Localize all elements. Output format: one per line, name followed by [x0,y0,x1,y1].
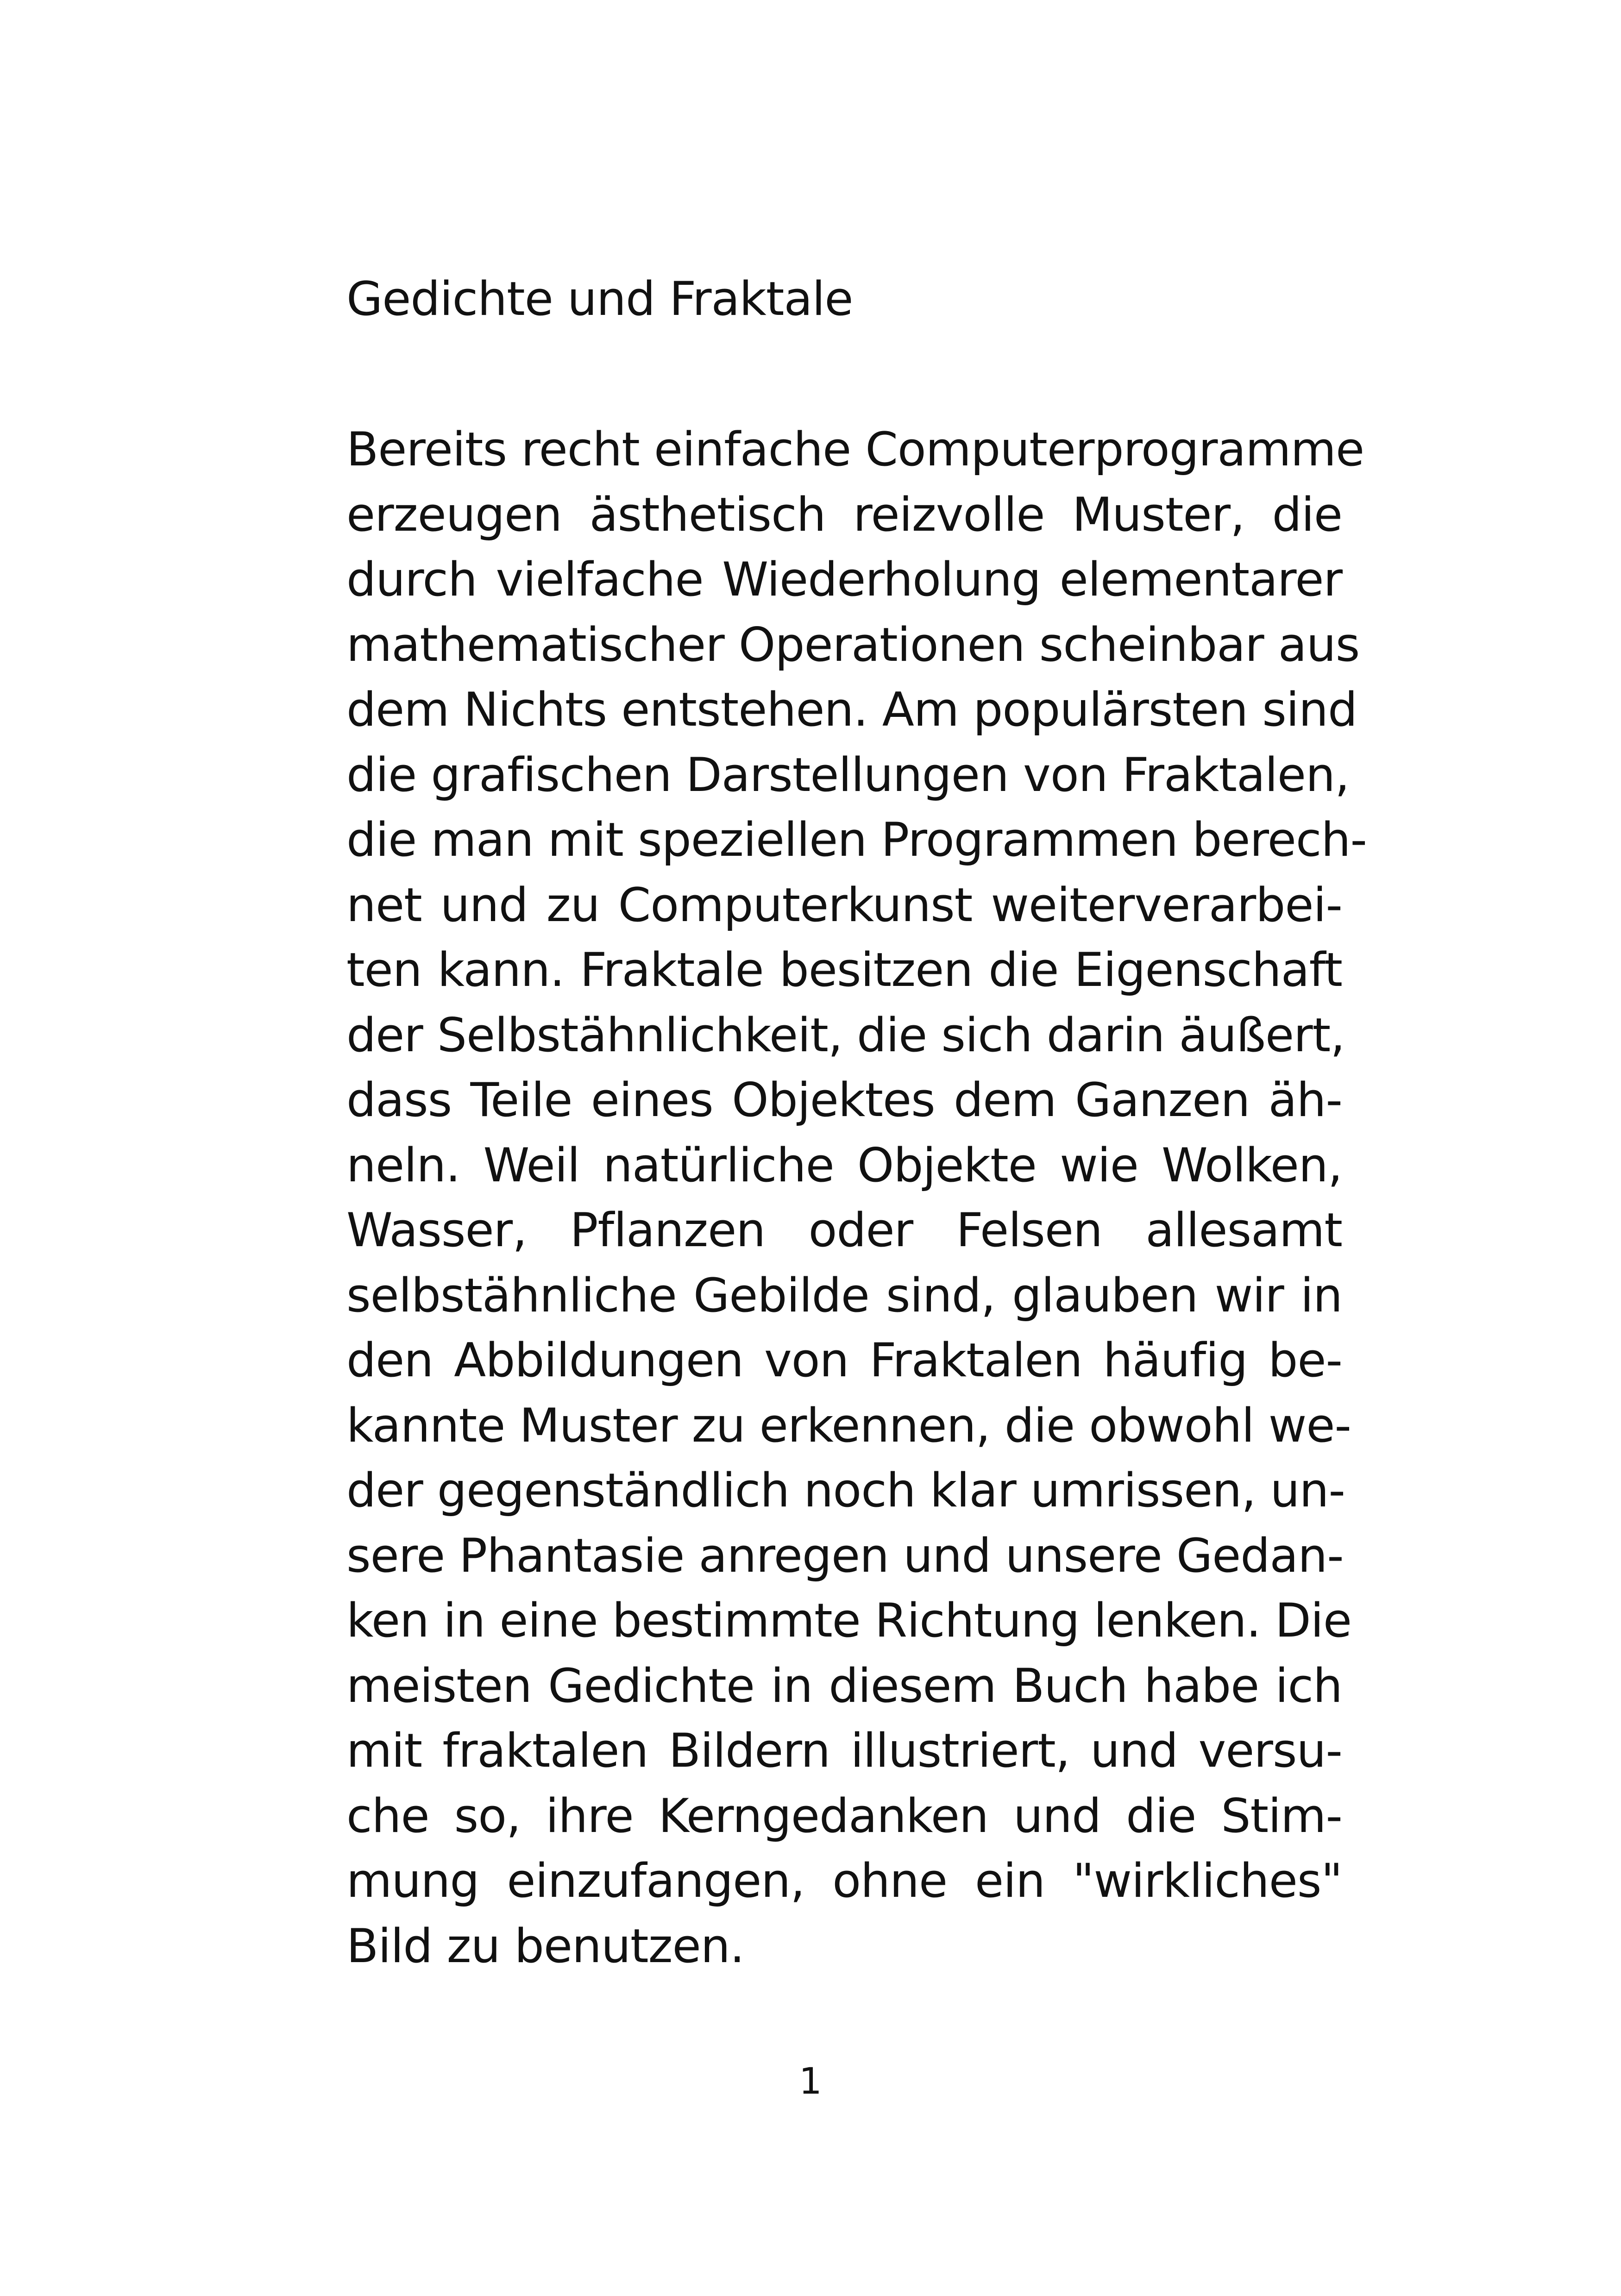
page-number: 1 [799,2061,822,2102]
page-title: Gedichte und Fraktale [346,271,853,326]
paragraph-line: durch vielfache Wiederholung elementarer [346,552,1342,607]
paragraph-line: Wasser, Pflanzen oder Felsen allesamt [346,1203,1342,1257]
paragraph-line: ten kann. Fraktale besitzen die Eigenschaft [346,942,1342,997]
paragraph-line: kannte Muster zu erkennen, die obwohl we- [346,1398,1351,1453]
paragraph-line: der gegenständlich noch klar umrissen, un- [346,1463,1345,1518]
paragraph-line: mung einzufangen, ohne ein "wirkliches" [346,1853,1342,1908]
paragraph-line: che so, ihre Kerngedanken und die Stim- [346,1788,1342,1843]
paragraph-line: dass Teile eines Objektes dem Ganzen äh- [346,1073,1342,1127]
paragraph-line: sere Phantasie anregen und unsere Gedan- [346,1528,1344,1583]
paragraph-line: dem Nichts entstehen. Am populärsten sind [346,682,1357,737]
paragraph-line: mit fraktalen Bildern illustriert, und versu- [346,1723,1342,1778]
body-paragraph [346,417,1367,1978]
paragraph-line: Bild zu benutzen. [346,1918,744,1973]
paragraph-line: mathematischer Operationen scheinbar aus [346,617,1360,672]
paragraph-line: den Abbildungen von Fraktalen häufig be- [346,1333,1342,1387]
paragraph-line: selbstähnliche Gebilde sind, glauben wir in [346,1267,1342,1323]
paragraph-line: neln. Weil natürliche Objekte wie Wolken, [346,1137,1342,1192]
paragraph-line: net und zu Computerkunst weiterverarbei- [346,877,1342,932]
paragraph-line: ken in eine bestimmte Richtung lenken. Die [346,1593,1351,1648]
paragraph-line: die man mit speziellen Programmen berech- [346,812,1367,867]
paragraph-line: erzeugen ästhetisch reizvolle Muster, die [346,487,1342,542]
paragraph-line: meisten Gedichte in diesem Buch habe ich [346,1658,1342,1713]
paragraph-line: der Selbstähnlichkeit, die sich darin äußert, [346,1007,1345,1062]
paragraph-line: die grafischen Darstellungen von Fraktalen, [346,747,1350,802]
paragraph-line: Bereits recht einfache Computerprogramme [346,422,1364,477]
